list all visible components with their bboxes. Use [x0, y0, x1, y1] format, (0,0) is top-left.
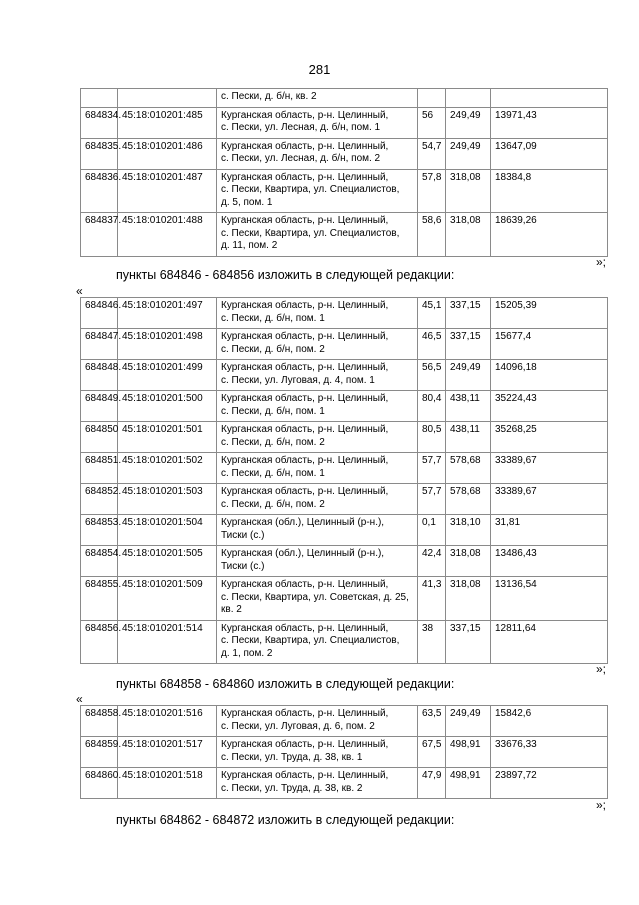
table-row: [81, 138, 608, 169]
area-cell: 58,6: [418, 213, 446, 257]
rate-cell: 337,15: [446, 620, 491, 664]
amendment-paragraph: пункты 684862 - 684872 изложить в следующей редакции:: [116, 813, 455, 827]
table-row: [81, 89, 608, 108]
rate-cell: [446, 89, 491, 108]
rate-cell: 578,68: [446, 484, 491, 515]
address-cell: Курганская область, р-н. Целинный, с. Пески, д. б/н, пом. 2: [217, 484, 418, 515]
value-cell: 33389,67: [491, 484, 608, 515]
rate-cell: 337,15: [446, 329, 491, 360]
area-cell: 63,5: [418, 706, 446, 737]
item-number-cell: 684849.: [81, 391, 118, 422]
opening-quote: «: [76, 692, 83, 706]
rate-cell: 498,91: [446, 737, 491, 768]
value-cell: 35224,43: [491, 391, 608, 422]
address-cell: Курганская область, р-н. Целинный, с. Пески, ул. Труда, д. 38, кв. 1: [217, 737, 418, 768]
area-cell: 42,4: [418, 546, 446, 577]
rate-cell: 318,08: [446, 213, 491, 257]
cadastral-number-cell: 45:18:010201:518: [118, 768, 217, 799]
table-row: [81, 298, 608, 329]
amendment-paragraph: пункты 684846 - 684856 изложить в следующей редакции:: [116, 268, 455, 282]
item-number-cell: 684848.: [81, 360, 118, 391]
address-cell: с. Пески, д. б/н, кв. 2: [217, 89, 418, 108]
address-cell: Курганская область, р-н. Целинный, с. Пески, Квартира, ул. Специалистов, д. 5, пом. 1: [217, 169, 418, 213]
item-number-cell: 684855.: [81, 577, 118, 621]
address-cell: Курганская область, р-н. Целинный, с. Пески, ул. Луговая, д. 4, пом. 1: [217, 360, 418, 391]
item-number-cell: 684834.: [81, 107, 118, 138]
rate-cell: 249,49: [446, 107, 491, 138]
address-cell: Курганская область, р-н. Целинный, с. Пески, ул. Труда, д. 38, кв. 2: [217, 768, 418, 799]
rate-cell: 318,08: [446, 169, 491, 213]
rate-cell: 438,11: [446, 422, 491, 453]
value-cell: 35268,25: [491, 422, 608, 453]
address-cell: Курганская область, р-н. Целинный, с. Пески, д. б/н, пом. 1: [217, 391, 418, 422]
table-row: [81, 391, 608, 422]
value-cell: 18384,8: [491, 169, 608, 213]
cadastral-number-cell: 45:18:010201:487: [118, 169, 217, 213]
table-row: [81, 107, 608, 138]
cadastral-number-cell: 45:18:010201:517: [118, 737, 217, 768]
address-cell: Курганская область, р-н. Целинный, с. Пески, д. б/н, пом. 1: [217, 453, 418, 484]
address-cell: Курганская область, р-н. Целинный, с. Пески, ул. Лесная, д. б/н, пом. 2: [217, 138, 418, 169]
item-number-cell: 684851.: [81, 453, 118, 484]
rate-cell: 318,10: [446, 515, 491, 546]
value-cell: 18639,26: [491, 213, 608, 257]
item-number-cell: 684836.: [81, 169, 118, 213]
address-cell: Курганская область, р-н. Целинный, с. Пески, ул. Луговая, д. 6, пом. 2: [217, 706, 418, 737]
item-number-cell: 684847.: [81, 329, 118, 360]
cadastral-number-cell: [118, 89, 217, 108]
table-row: [81, 546, 608, 577]
value-cell: 33389,67: [491, 453, 608, 484]
closing-quote: »;: [596, 662, 607, 676]
registry-table-2: [80, 297, 608, 664]
address-cell: Курганская область, р-н. Целинный, с. Пески, д. б/н, пом. 2: [217, 422, 418, 453]
area-cell: 80,5: [418, 422, 446, 453]
value-cell: 13136,54: [491, 577, 608, 621]
area-cell: [418, 89, 446, 108]
table-row: [81, 577, 608, 621]
cadastral-number-cell: 45:18:010201:501: [118, 422, 217, 453]
closing-quote: »;: [596, 255, 607, 269]
area-cell: 57,7: [418, 453, 446, 484]
item-number-cell: 684856.: [81, 620, 118, 664]
table-row: [81, 422, 608, 453]
amendment-paragraph: пункты 684858 - 684860 изложить в следующей редакции:: [116, 677, 455, 691]
value-cell: 13647,09: [491, 138, 608, 169]
cadastral-number-cell: 45:18:010201:486: [118, 138, 217, 169]
table-row: [81, 737, 608, 768]
cadastral-number-cell: 45:18:010201:502: [118, 453, 217, 484]
address-cell: Курганская область, р-н. Целинный, с. Пески, Квартира, ул. Советская, д. 25, кв. 2: [217, 577, 418, 621]
address-cell: Курганская область, р-н. Целинный, с. Пески, Квартира, ул. Специалистов, д. 1, пом. 2: [217, 620, 418, 664]
area-cell: 38: [418, 620, 446, 664]
address-cell: Курганская область, р-н. Целинный, с. Пески, д. б/н, пом. 1: [217, 298, 418, 329]
address-cell: Курганская область, р-н. Целинный, с. Пески, д. б/н, пом. 2: [217, 329, 418, 360]
area-cell: 45,1: [418, 298, 446, 329]
value-cell: 14096,18: [491, 360, 608, 391]
value-cell: 12811,64: [491, 620, 608, 664]
table-row: [81, 706, 608, 737]
rate-cell: 249,49: [446, 706, 491, 737]
value-cell: 13971,43: [491, 107, 608, 138]
registry-table-1: [80, 88, 608, 257]
value-cell: [491, 89, 608, 108]
area-cell: 54,7: [418, 138, 446, 169]
table-row: [81, 515, 608, 546]
table-row: [81, 360, 608, 391]
address-cell: Курганская (обл.), Целинный (р-н.), Тиски (с.): [217, 515, 418, 546]
rate-cell: 249,49: [446, 138, 491, 169]
opening-quote: «: [76, 284, 83, 298]
rate-cell: 318,08: [446, 546, 491, 577]
registry-table-3: [80, 705, 608, 799]
item-number-cell: 684850: [81, 422, 118, 453]
cadastral-number-cell: 45:18:010201:516: [118, 706, 217, 737]
item-number-cell: 684859.: [81, 737, 118, 768]
rate-cell: 438,11: [446, 391, 491, 422]
rate-cell: 249,49: [446, 360, 491, 391]
value-cell: 15205,39: [491, 298, 608, 329]
item-number-cell: 684835.: [81, 138, 118, 169]
cadastral-number-cell: 45:18:010201:497: [118, 298, 217, 329]
area-cell: 57,7: [418, 484, 446, 515]
cadastral-number-cell: 45:18:010201:499: [118, 360, 217, 391]
rate-cell: 337,15: [446, 298, 491, 329]
area-cell: 80,4: [418, 391, 446, 422]
cadastral-number-cell: 45:18:010201:509: [118, 577, 217, 621]
cadastral-number-cell: 45:18:010201:500: [118, 391, 217, 422]
value-cell: 31,81: [491, 515, 608, 546]
cadastral-number-cell: 45:18:010201:488: [118, 213, 217, 257]
area-cell: 56,5: [418, 360, 446, 391]
value-cell: 33676,33: [491, 737, 608, 768]
area-cell: 46,5: [418, 329, 446, 360]
item-number-cell: 684846.: [81, 298, 118, 329]
address-cell: Курганская область, р-н. Целинный, с. Пески, ул. Лесная, д. б/н, пом. 1: [217, 107, 418, 138]
table-row: [81, 768, 608, 799]
item-number-cell: 684837.: [81, 213, 118, 257]
item-number-cell: 684858.: [81, 706, 118, 737]
table-row: [81, 620, 608, 664]
rate-cell: 498,91: [446, 768, 491, 799]
page-number: 281: [308, 62, 331, 77]
value-cell: 15842,6: [491, 706, 608, 737]
cadastral-number-cell: 45:18:010201:485: [118, 107, 217, 138]
cadastral-number-cell: 45:18:010201:514: [118, 620, 217, 664]
address-cell: Курганская (обл.), Целинный (р-н.), Тиски (с.): [217, 546, 418, 577]
cadastral-number-cell: 45:18:010201:505: [118, 546, 217, 577]
address-cell: Курганская область, р-н. Целинный, с. Пески, Квартира, ул. Специалистов, д. 11, пом. 2: [217, 213, 418, 257]
area-cell: 0,1: [418, 515, 446, 546]
table-row: [81, 169, 608, 213]
table-row: [81, 213, 608, 257]
table-row: [81, 329, 608, 360]
item-number-cell: 684852.: [81, 484, 118, 515]
rate-cell: 578,68: [446, 453, 491, 484]
value-cell: 23897,72: [491, 768, 608, 799]
area-cell: 41,3: [418, 577, 446, 621]
table-row: [81, 484, 608, 515]
closing-quote: »;: [596, 798, 607, 812]
item-number-cell: 684854.: [81, 546, 118, 577]
cadastral-number-cell: 45:18:010201:503: [118, 484, 217, 515]
area-cell: 56: [418, 107, 446, 138]
item-number-cell: [81, 89, 118, 108]
item-number-cell: 684860.: [81, 768, 118, 799]
area-cell: 67,5: [418, 737, 446, 768]
value-cell: 15677,4: [491, 329, 608, 360]
area-cell: 47,9: [418, 768, 446, 799]
value-cell: 13486,43: [491, 546, 608, 577]
cadastral-number-cell: 45:18:010201:498: [118, 329, 217, 360]
item-number-cell: 684853.: [81, 515, 118, 546]
cadastral-number-cell: 45:18:010201:504: [118, 515, 217, 546]
rate-cell: 318,08: [446, 577, 491, 621]
table-row: [81, 453, 608, 484]
area-cell: 57,8: [418, 169, 446, 213]
